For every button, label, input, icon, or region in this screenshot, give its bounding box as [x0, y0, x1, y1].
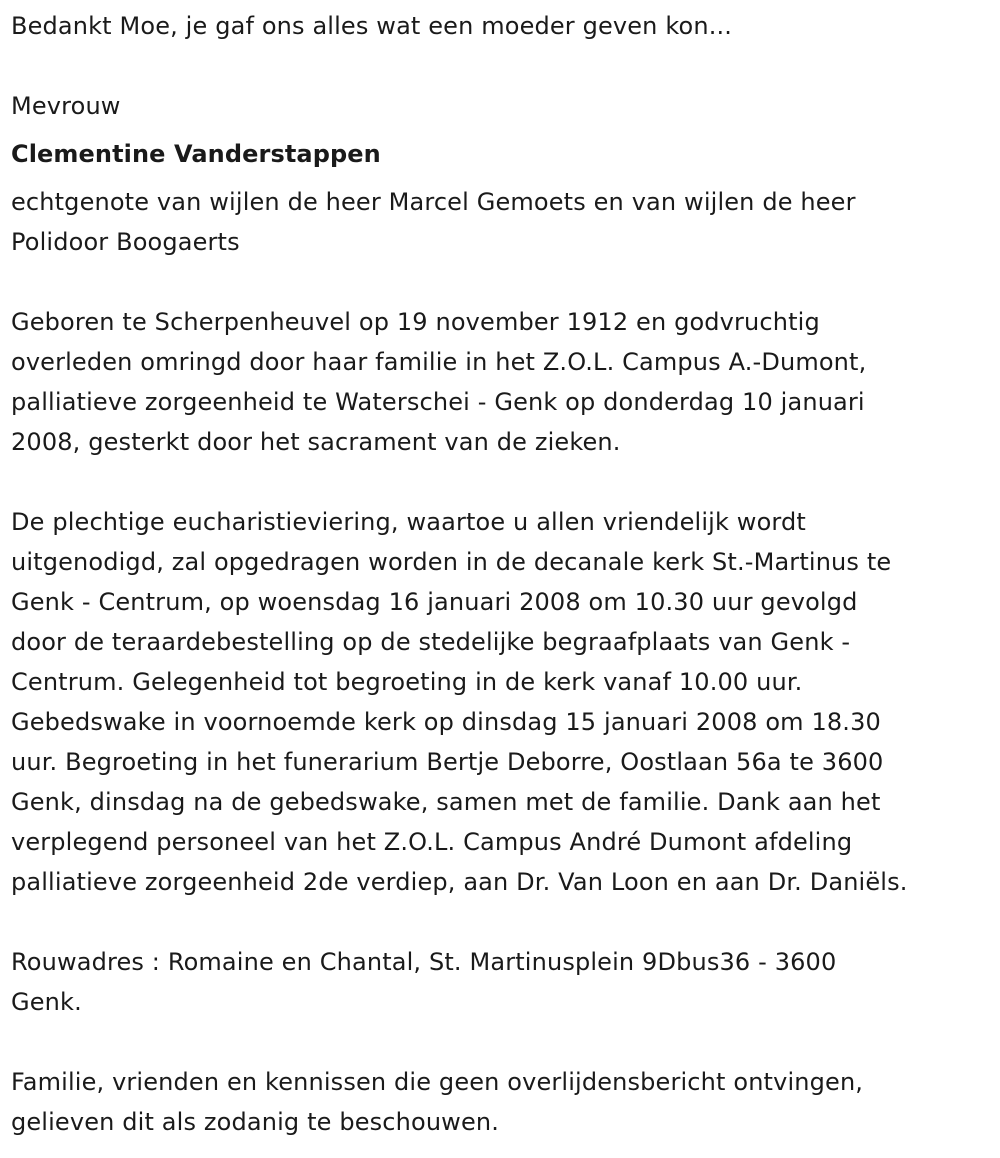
paragraph-line: uur. Begroeting in het funerarium Bertje Deborre, Oostlaan 56a te 3600 [11, 748, 884, 776]
paragraph-line: Rouwadres : Romaine en Chantal, St. Martinusplein 9Dbus36 - 3600 [11, 948, 837, 976]
paragraph-line: uitgenodigd, zal opgedragen worden in de decanale kerk St.-Martinus te [11, 548, 892, 576]
paragraph-line: Familie, vrienden en kennissen die geen overlijdensbericht ontvingen, [11, 1068, 864, 1096]
paragraph-line: Geboren te Scherpenheuvel op 19 november 1912 en godvruchtig [11, 308, 820, 336]
birth-death-paragraph [11, 302, 1000, 462]
paragraph-line: verplegend personeel van het Z.O.L. Campus André Dumont afdeling [11, 828, 853, 856]
closing-paragraph [11, 1062, 1000, 1142]
paragraph-line: gelieven dit als zodanig te beschouwen. [11, 1108, 500, 1136]
paragraph-line: Gebedswake in voornoemde kerk op dinsdag 15 januari 2008 om 18.30 [11, 708, 881, 736]
spacer [11, 1022, 1000, 1062]
paragraph-line: Polidoor Boogaerts [11, 228, 240, 256]
ceremony-paragraph [11, 502, 1000, 902]
address-paragraph [11, 942, 1000, 1022]
paragraph-line: overleden omringd door haar familie in het Z.O.L. Campus A.-Dumont, [11, 348, 867, 376]
paragraph-line: palliatieve zorgeenheid 2de verdiep, aan Dr. Van Loon en aan Dr. Daniëls. [11, 868, 908, 896]
spacer [11, 174, 1000, 182]
spacer [11, 462, 1000, 502]
spacer [11, 902, 1000, 942]
deceased-name: Clementine Vanderstappen [11, 140, 381, 168]
paragraph-line: echtgenote van wijlen de heer Marcel Gemoets en van wijlen de heer [11, 188, 856, 216]
paragraph-line: Centrum. Gelegenheid tot begroeting in de kerk vanaf 10.00 uur. [11, 668, 803, 696]
spouse-paragraph [11, 182, 1000, 262]
paragraph-line: Genk. [11, 988, 82, 1016]
paragraph-line: 2008, gesterkt door het sacrament van de zieken. [11, 428, 621, 456]
spacer [11, 262, 1000, 302]
paragraph-line: De plechtige eucharistieviering, waartoe u allen vriendelijk wordt [11, 508, 806, 536]
spacer [11, 46, 1000, 86]
paragraph-line: Genk, dinsdag na de gebedswake, samen met de familie. Dank aan het [11, 788, 881, 816]
opening-line: Bedankt Moe, je gaf ons alles wat een moeder geven kon... [11, 12, 733, 40]
paragraph-line: Genk - Centrum, op woensdag 16 januari 2008 om 10.30 uur gevolgd [11, 588, 858, 616]
spacer [11, 126, 1000, 134]
paragraph-line: palliatieve zorgeenheid te Waterschei - Genk op donderdag 10 januari [11, 388, 865, 416]
salutation: Mevrouw [11, 92, 121, 120]
paragraph-line: door de teraardebestelling op de stedelijke begraafplaats van Genk - [11, 628, 851, 656]
